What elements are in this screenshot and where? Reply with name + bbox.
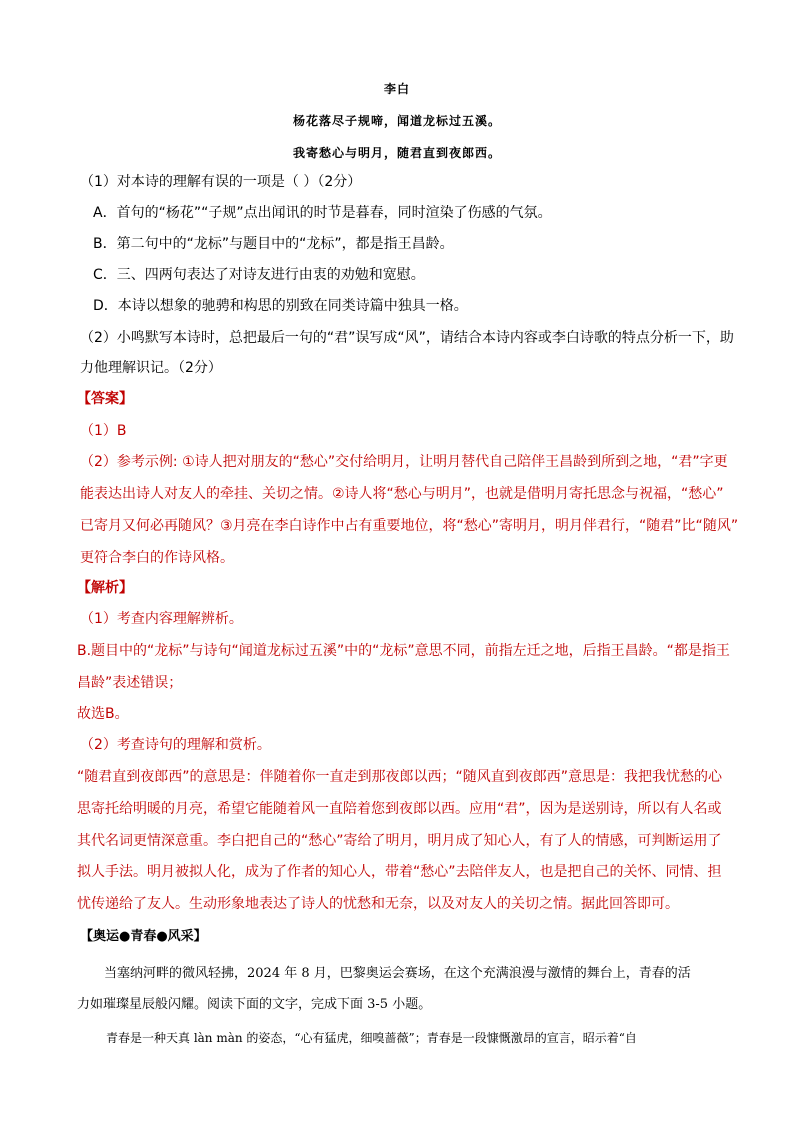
question-1-option-b: B．第二句中的“龙标”与题目中的“龙标”，都是指王昌龄。 <box>93 236 454 252</box>
poem-author: 李白 <box>383 82 410 96</box>
analysis-paragraph-line-3: 其代名词更情深意重。李白把自己的“愁心”寄给了明月，明月成了知心人，有了人的情感，可判断运用了 <box>77 833 722 849</box>
section-intro-line-2: 力如璀璨星辰般闪耀。阅读下面的文字，完成下面 3-5 小题。 <box>77 997 432 1012</box>
question-2-line-2: 力他理解识记。（2分） <box>80 360 222 376</box>
question-1-option-c: C．三、四两句表达了对诗友进行由衷的劝勉和宽慰。 <box>93 267 425 283</box>
analysis-b-line-2: 昌龄”表述错误； <box>77 675 183 691</box>
poem-line-2: 我寄愁心与明月，随君直到夜郎西。 <box>292 146 501 160</box>
poem-line-1: 杨花落尽子规啼，闻道龙标过五溪。 <box>292 114 501 128</box>
analysis-b-line-1: B.题目中的“龙标”与诗句“闻道龙标过五溪”中的“龙标”意思不同，前指左迁之地，后指王昌龄。“都是指王 <box>77 643 730 659</box>
section-intro-line-1: 当塞纳河畔的微风轻拂，2024 年 8 月，巴黎奥运会赛场，在这个充满浪漫与激情的舞台上，青春的活 <box>104 966 691 981</box>
answer-2-line-1: （2）参考示例: ①诗人把对朋友的“愁心”交付给明月，让明月替代自己陪伴王昌龄到所到之地，“君”字更 <box>80 454 728 470</box>
analysis-paragraph-line-2: 思寄托给明暖的月亮，希望它能随着风一直陪着您到夜郎以西。应用“君”，因为是送别诗，所以有人名或 <box>77 801 722 817</box>
analysis-part-1: （1）考查内容理解辨析。 <box>80 611 243 627</box>
answer-heading: 【答案】 <box>77 391 133 407</box>
question-2-line-1: （2）小鸣默写本诗时，总把最后一句的“君”误写成“风”，请结合本诗内容或李白诗歌的特点分析一下，助 <box>80 330 734 346</box>
analysis-paragraph-line-4: 拟人手法。明月被拟人化，成为了作者的知心人，带着“愁心”去陪伴友人，也是把自己的关怀、同情、担 <box>77 864 722 880</box>
answer-2-line-4: 更符合李白的作诗风格。 <box>80 550 234 566</box>
question-1-option-a: A．首句的“杨花”“子规”点出闻讯的时节是暮春，同时渲染了伤感的气氛。 <box>93 205 552 221</box>
analysis-paragraph-line-5: 忧传递给了友人。生动形象地表达了诗人的忧愁和无奈，以及对友人的关切之情。据此回答即可。 <box>77 896 679 912</box>
analysis-paragraph-line-1: “随君直到夜郎西”的意思是：伴随着你一直走到那夜郎以西；“随风直到夜郎西”意思是：我把我忧愁的心 <box>77 769 723 785</box>
question-1-option-d: D．本诗以想象的驰骋和构思的别致在同类诗篇中独具一格。 <box>93 298 468 314</box>
section-heading: 【奥运●青春●风采】 <box>80 929 207 944</box>
answer-2-line-2: 能表达出诗人对友人的牵挂、关切之情。②诗人将“愁心与明月”，也就是借明月寄托思念与祝福，“愁心” <box>80 486 724 502</box>
analysis-choice: 故选B。 <box>77 706 129 722</box>
passage-line-1: 青春是一种天真 làn màn 的姿态，“心有猛虎，细嗅蔷薇”；青春是一段慷慨激昂的宣言，昭示着“自 <box>106 1031 637 1045</box>
answer-1: （1）B <box>80 423 127 439</box>
analysis-heading: 【解析】 <box>77 580 133 596</box>
analysis-part-2: （2）考查诗句的理解和赏析。 <box>80 737 271 753</box>
question-1-stem: （1）对本诗的理解有误的一项是（ ）（2分） <box>80 174 362 190</box>
answer-2-line-3: 已寄月又何必再随风？③月亮在李白诗作中占有重要地位，将“愁心”寄明月，明月伴君行，“随君”比“随风” <box>80 518 739 534</box>
